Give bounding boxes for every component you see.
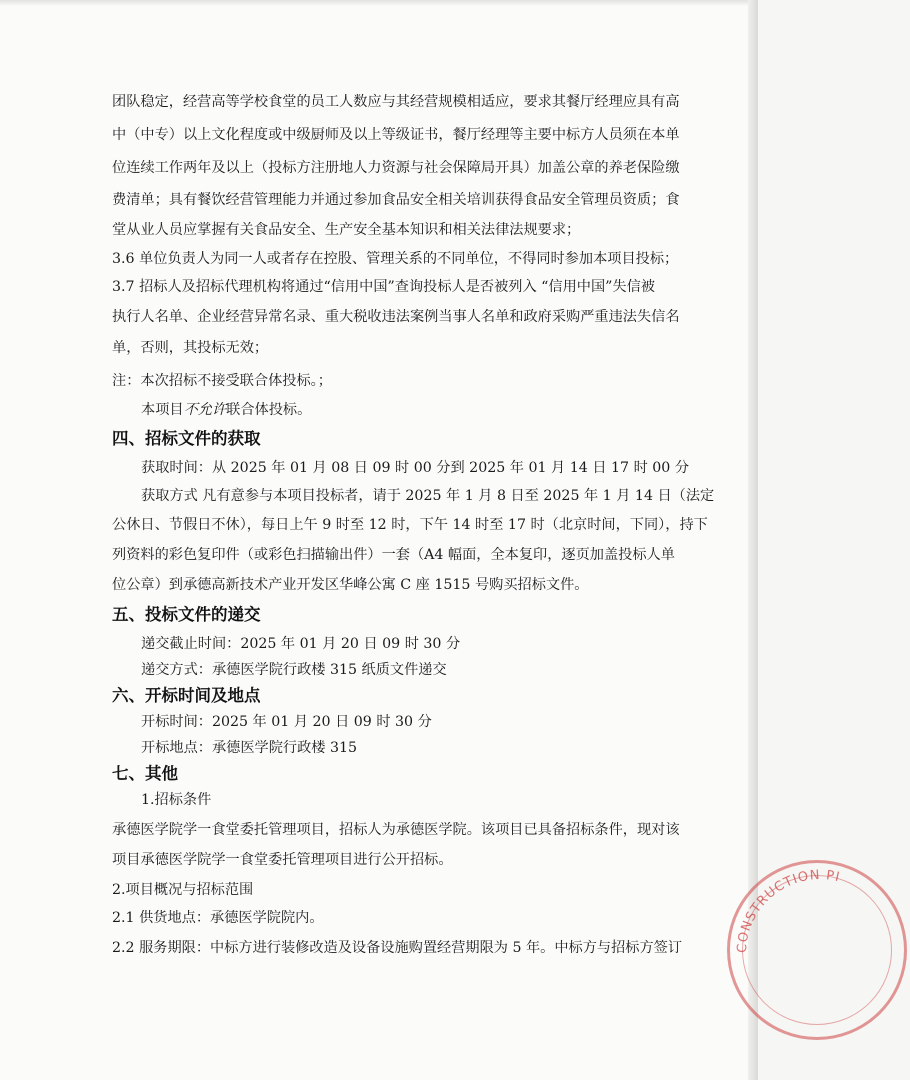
paragraph-line: 单，否则，其投标无效； — [112, 340, 269, 356]
joint-bid-line — [141, 400, 311, 420]
section-6-heading: 六、开标时间及地点 — [112, 686, 261, 705]
submission-method: 递交方式：承德医学院行政楼 315 纸质文件递交 — [141, 662, 447, 678]
official-seal — [727, 860, 907, 1040]
clause-3-6: 3.6 单位负责人为同一人或者存在控股、管理关系的不同单位，不得同时参加本项目投标； — [112, 251, 679, 267]
conditions-line: 项目承德医学院学一食堂委托管理项目进行公开招标。 — [112, 852, 453, 868]
paragraph-line: 堂从业人员应掌握有关食品安全、生产安全基本知识和相关法律法规要求； — [112, 222, 581, 238]
clause-3-7: 3.7 招标人及招标代理机构将通过“信用中国”查询投标人是否被列入 “信用中国”失信被 — [112, 279, 655, 295]
joint-bid-suffix: 联合体投标。 — [226, 402, 312, 418]
acquisition-method-line: 获取方式 凡有意参与本项目投标者，请于 2025 年 1 月 8 日至 2025 年 1 月 14 日（法定 — [141, 488, 715, 504]
service-period: 2.2 服务期限：中标方进行装修改造及设备设施购置经营期限为 5 年。中标方与招标方签订 — [112, 940, 683, 956]
paragraph-line: 中（中专）以上文化程度或中级厨师及以上等级证书，餐厅经理等主要中标方人员须在本单 — [112, 127, 680, 143]
paragraph-line: 执行人名单、企业经营异常名录、重大税收违法案例当事人名单和政府采购严重违法失信名 — [112, 309, 680, 325]
section-4-heading: 四、招标文件的获取 — [112, 429, 261, 448]
acquisition-method-line: 位公章）到承德高新技术产业开发区华峰公寓 C 座 1515 号购买招标文件。 — [112, 577, 589, 593]
supply-location: 2.1 供货地点：承德医学院院内。 — [112, 910, 324, 926]
acquisition-method-line: 列资料的彩色复印件（或彩色扫描输出件）一套（A4 幅面，全本复印，逐页加盖投标人单 — [112, 547, 675, 563]
joint-bid-emphasis: 不允许 — [183, 402, 227, 418]
subsection-2-title: 2.项目概况与招标范围 — [112, 882, 254, 898]
section-5-heading: 五、投标文件的递交 — [112, 605, 261, 624]
section-7-heading: 七、其他 — [112, 764, 178, 783]
joint-bid-prefix: 本项目 — [141, 402, 184, 418]
note-line: 注：本次招标不接受联合体投标。； — [112, 373, 332, 389]
paragraph-line: 费清单；具有餐饮经营管理能力并通过参加食品安全相关培训获得食品安全管理员资质；食 — [112, 192, 680, 208]
opening-time: 开标时间：2025 年 01 月 20 日 09 时 30 分 — [141, 714, 432, 730]
scan-edge-top — [0, 0, 758, 6]
acquisition-method-line: 公休日、节假日不休），每日上午 9 时至 12 时，下午 14 时至 17 时（北京时间，下同），持下 — [112, 517, 708, 533]
svg-text:CONSTRUCTION PI: CONSTRUCTION PI — [734, 867, 842, 954]
seal-lettering — [730, 863, 910, 1043]
subsection-1-title: 1.招标条件 — [141, 792, 212, 808]
conditions-line: 承德医学院学一食堂委托管理项目，招标人为承德医学院。该项目已具备招标条件，现对该 — [112, 822, 680, 838]
acquisition-time: 获取时间：从 2025 年 01 月 08 日 09 时 00 分到 2025 年 01 月 14 日 17 时 00 分 — [141, 460, 690, 476]
submission-deadline: 递交截止时间：2025 年 01 月 20 日 09 时 30 分 — [141, 636, 461, 652]
paragraph-line: 团队稳定，经营高等学校食堂的员工人数应与其经营规模相适应，要求其餐厅经理应具有高 — [112, 94, 680, 110]
opening-place: 开标地点：承德医学院行政楼 315 — [141, 740, 358, 756]
paragraph-line: 位连续工作两年及以上（投标方注册地人力资源与社会保障局开具）加盖公章的养老保险缴 — [112, 160, 680, 176]
